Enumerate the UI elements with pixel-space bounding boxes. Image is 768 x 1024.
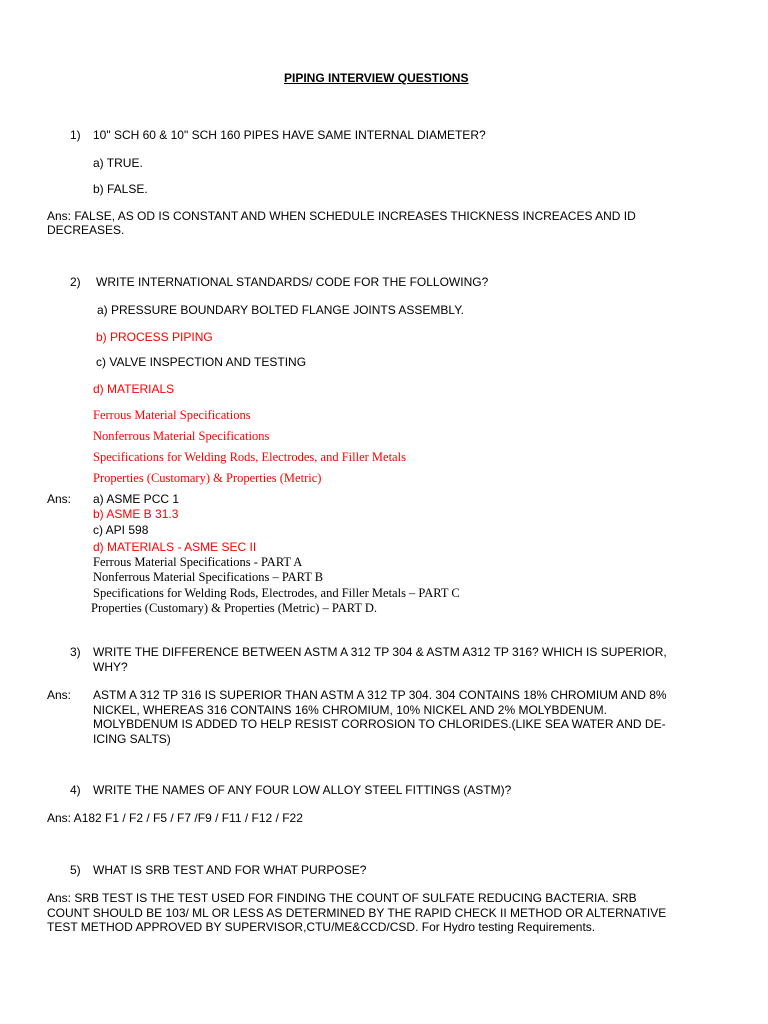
q2-item-d4: Properties (Customary) & Properties (Metric) — [93, 471, 322, 485]
q2-answer-d4: Properties (Customary) & Properties (Metric) – PART D. — [91, 601, 378, 615]
q2-item-d: d) MATERIALS — [93, 382, 175, 396]
q3-number: 3) — [70, 645, 81, 659]
q2-answer-d2: Nonferrous Material Specifications – PART B — [93, 570, 324, 584]
q1-answer-line2: DECREASES. — [47, 223, 125, 237]
q2-answer-a: a) ASME PCC 1 — [93, 492, 180, 506]
q1-number: 1) — [70, 128, 81, 142]
q2-answer-d3: Specifications for Welding Rods, Electrodes, and Filler Metals – PART C — [93, 586, 460, 600]
q5-number: 5) — [70, 863, 81, 877]
q3-answer-line2: NICKEL, WHEREAS 316 CONTAINS 16% CHROMIUM, 10% NICKEL AND 2% MOLYBDENUM. — [93, 703, 607, 717]
q3-answer-label: Ans: — [47, 688, 72, 702]
q2-answer-d: d) MATERIALS - ASME SEC II — [93, 540, 257, 554]
q1-answer-line1: Ans: FALSE, AS OD IS CONSTANT AND WHEN SCHEDULE INCREASES THICKNESS INCREACES AND ID — [47, 209, 636, 223]
q2-question: WRITE INTERNATIONAL STANDARDS/ CODE FOR THE FOLLOWING? — [96, 275, 489, 289]
q2-answer-b: b) ASME B 31.3 — [93, 507, 179, 521]
q4-answer: Ans: A182 F1 / F2 / F5 / F7 /F9 / F11 / F12 / F22 — [47, 811, 303, 825]
q5-answer-line1: Ans: SRB TEST IS THE TEST USED FOR FINDING THE COUNT OF SULFATE REDUCING BACTERIA. SRB — [47, 891, 637, 905]
q2-answer-d1: Ferrous Material Specifications - PART A — [93, 555, 303, 569]
q2-item-d3: Specifications for Welding Rods, Electrodes, and Filler Metals — [93, 450, 406, 464]
q5-question: WHAT IS SRB TEST AND FOR WHAT PURPOSE? — [93, 863, 367, 877]
q4-number: 4) — [70, 783, 81, 797]
q2-answer-label: Ans: — [47, 492, 72, 506]
q3-question-line2: WHY? — [93, 660, 128, 674]
q3-question-line1: WRITE THE DIFFERENCE BETWEEN ASTM A 312 TP 304 & ASTM A312 TP 316? WHICH IS SUPERIOR, — [93, 645, 667, 659]
page-title: PIPING INTERVIEW QUESTIONS — [284, 71, 469, 85]
q2-item-c: c) VALVE INSPECTION AND TESTING — [96, 355, 307, 369]
q2-item-b: b) PROCESS PIPING — [96, 330, 213, 344]
q3-answer-line4: ICING SALTS) — [93, 732, 171, 746]
q1-option-a: a) TRUE. — [93, 156, 143, 170]
q4-question: WRITE THE NAMES OF ANY FOUR LOW ALLOY STEEL FITTINGS (ASTM)? — [93, 783, 512, 797]
q5-answer-line3: TEST METHOD APPROVED BY SUPERVISOR,CTU/ME&CCD/CSD. For Hydro testing Requirements. — [47, 920, 596, 934]
q2-item-d1: Ferrous Material Specifications — [93, 408, 251, 422]
q2-item-d2: Nonferrous Material Specifications — [93, 429, 270, 443]
q2-item-a: a) PRESSURE BOUNDARY BOLTED FLANGE JOINTS ASSEMBLY. — [97, 303, 464, 317]
q1-option-b: b) FALSE. — [93, 182, 148, 196]
q2-number: 2) — [70, 275, 81, 289]
q1-question: 10" SCH 60 & 10" SCH 160 PIPES HAVE SAME INTERNAL DIAMETER? — [93, 128, 486, 142]
q2-answer-c: c) API 598 — [93, 523, 149, 537]
q5-answer-line2: COUNT SHOULD BE 103/ ML OR LESS AS DETERMINED BY THE RAPID CHECK II METHOD OR ALTERNATIVE — [47, 906, 667, 920]
q3-answer-line3: MOLYBDENUM IS ADDED TO HELP RESIST CORROSION TO CHLORIDES.(LIKE SEA WATER AND DE- — [93, 717, 666, 731]
q3-answer-line1: ASTM A 312 TP 316 IS SUPERIOR THAN ASTM A 312 TP 304. 304 CONTAINS 18% CHROMIUM AND 8% — [93, 688, 667, 702]
